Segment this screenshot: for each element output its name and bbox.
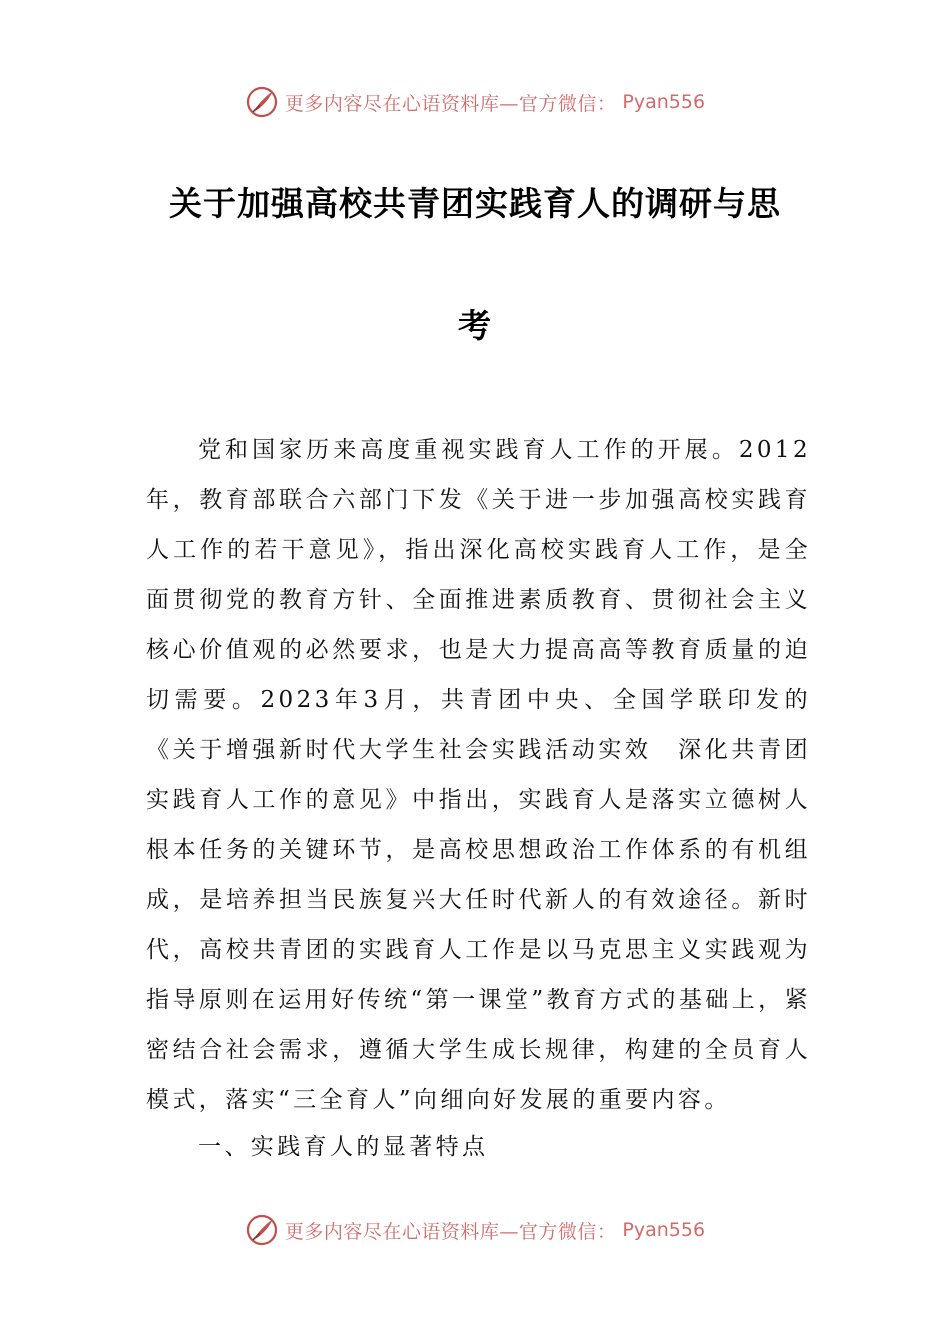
body-paragraph-1: 党和国家历来高度重视实践育人工作的开展。2012年，教育部联合六部门下发《关于进一步加强高校实践育人工作的若干意见》，指出深化高校实践育人工作，是全面贯彻党的教育方针、全面推进素质教育、贯彻社会主义核心价值观的必然要求，也是大力提高高等教育质量的迫切需要。2023年3月，共青团中央、全国学联印发的《关于增强新时代大学生社会实践活动实效 深化共青团实践育人工作的意见》中指出，实践育人是落实立德树人根本任务的关键环节，是高校思想政治工作体系的有机组成，是培养担当民族复兴大任时代新人的有效途径。新时代，高校共青团的实践育人工作是以马克思主义实践观为指导原则在运用好传统“第一课堂”教育方式的基础上，紧密结合社会需求，遵循大学生成长规律，构建的全员育人模式，落实“三全育人”向细向好发展的重要内容。 — [146, 437, 811, 1113]
banner-text: 更多内容尽在心语资料库—官方微信： — [284, 92, 617, 115]
banner-wechat-id: Pyan556 — [622, 1219, 706, 1241]
feather-pen-logo-icon — [245, 1213, 279, 1247]
footer-banner — [0, 1210, 950, 1250]
header-banner — [0, 82, 950, 122]
document-title-line-1: 关于加强高校共青团实践育人的调研与思 — [169, 184, 781, 223]
banner-wechat-id: Pyan556 — [622, 91, 706, 113]
document-title-line-2: 考 — [458, 306, 492, 345]
section-heading-1: 一、实践育人的显著特点 — [198, 1134, 489, 1160]
feather-pen-logo-icon — [245, 85, 279, 119]
banner-text: 更多内容尽在心语资料库—官方微信： — [284, 1220, 617, 1243]
